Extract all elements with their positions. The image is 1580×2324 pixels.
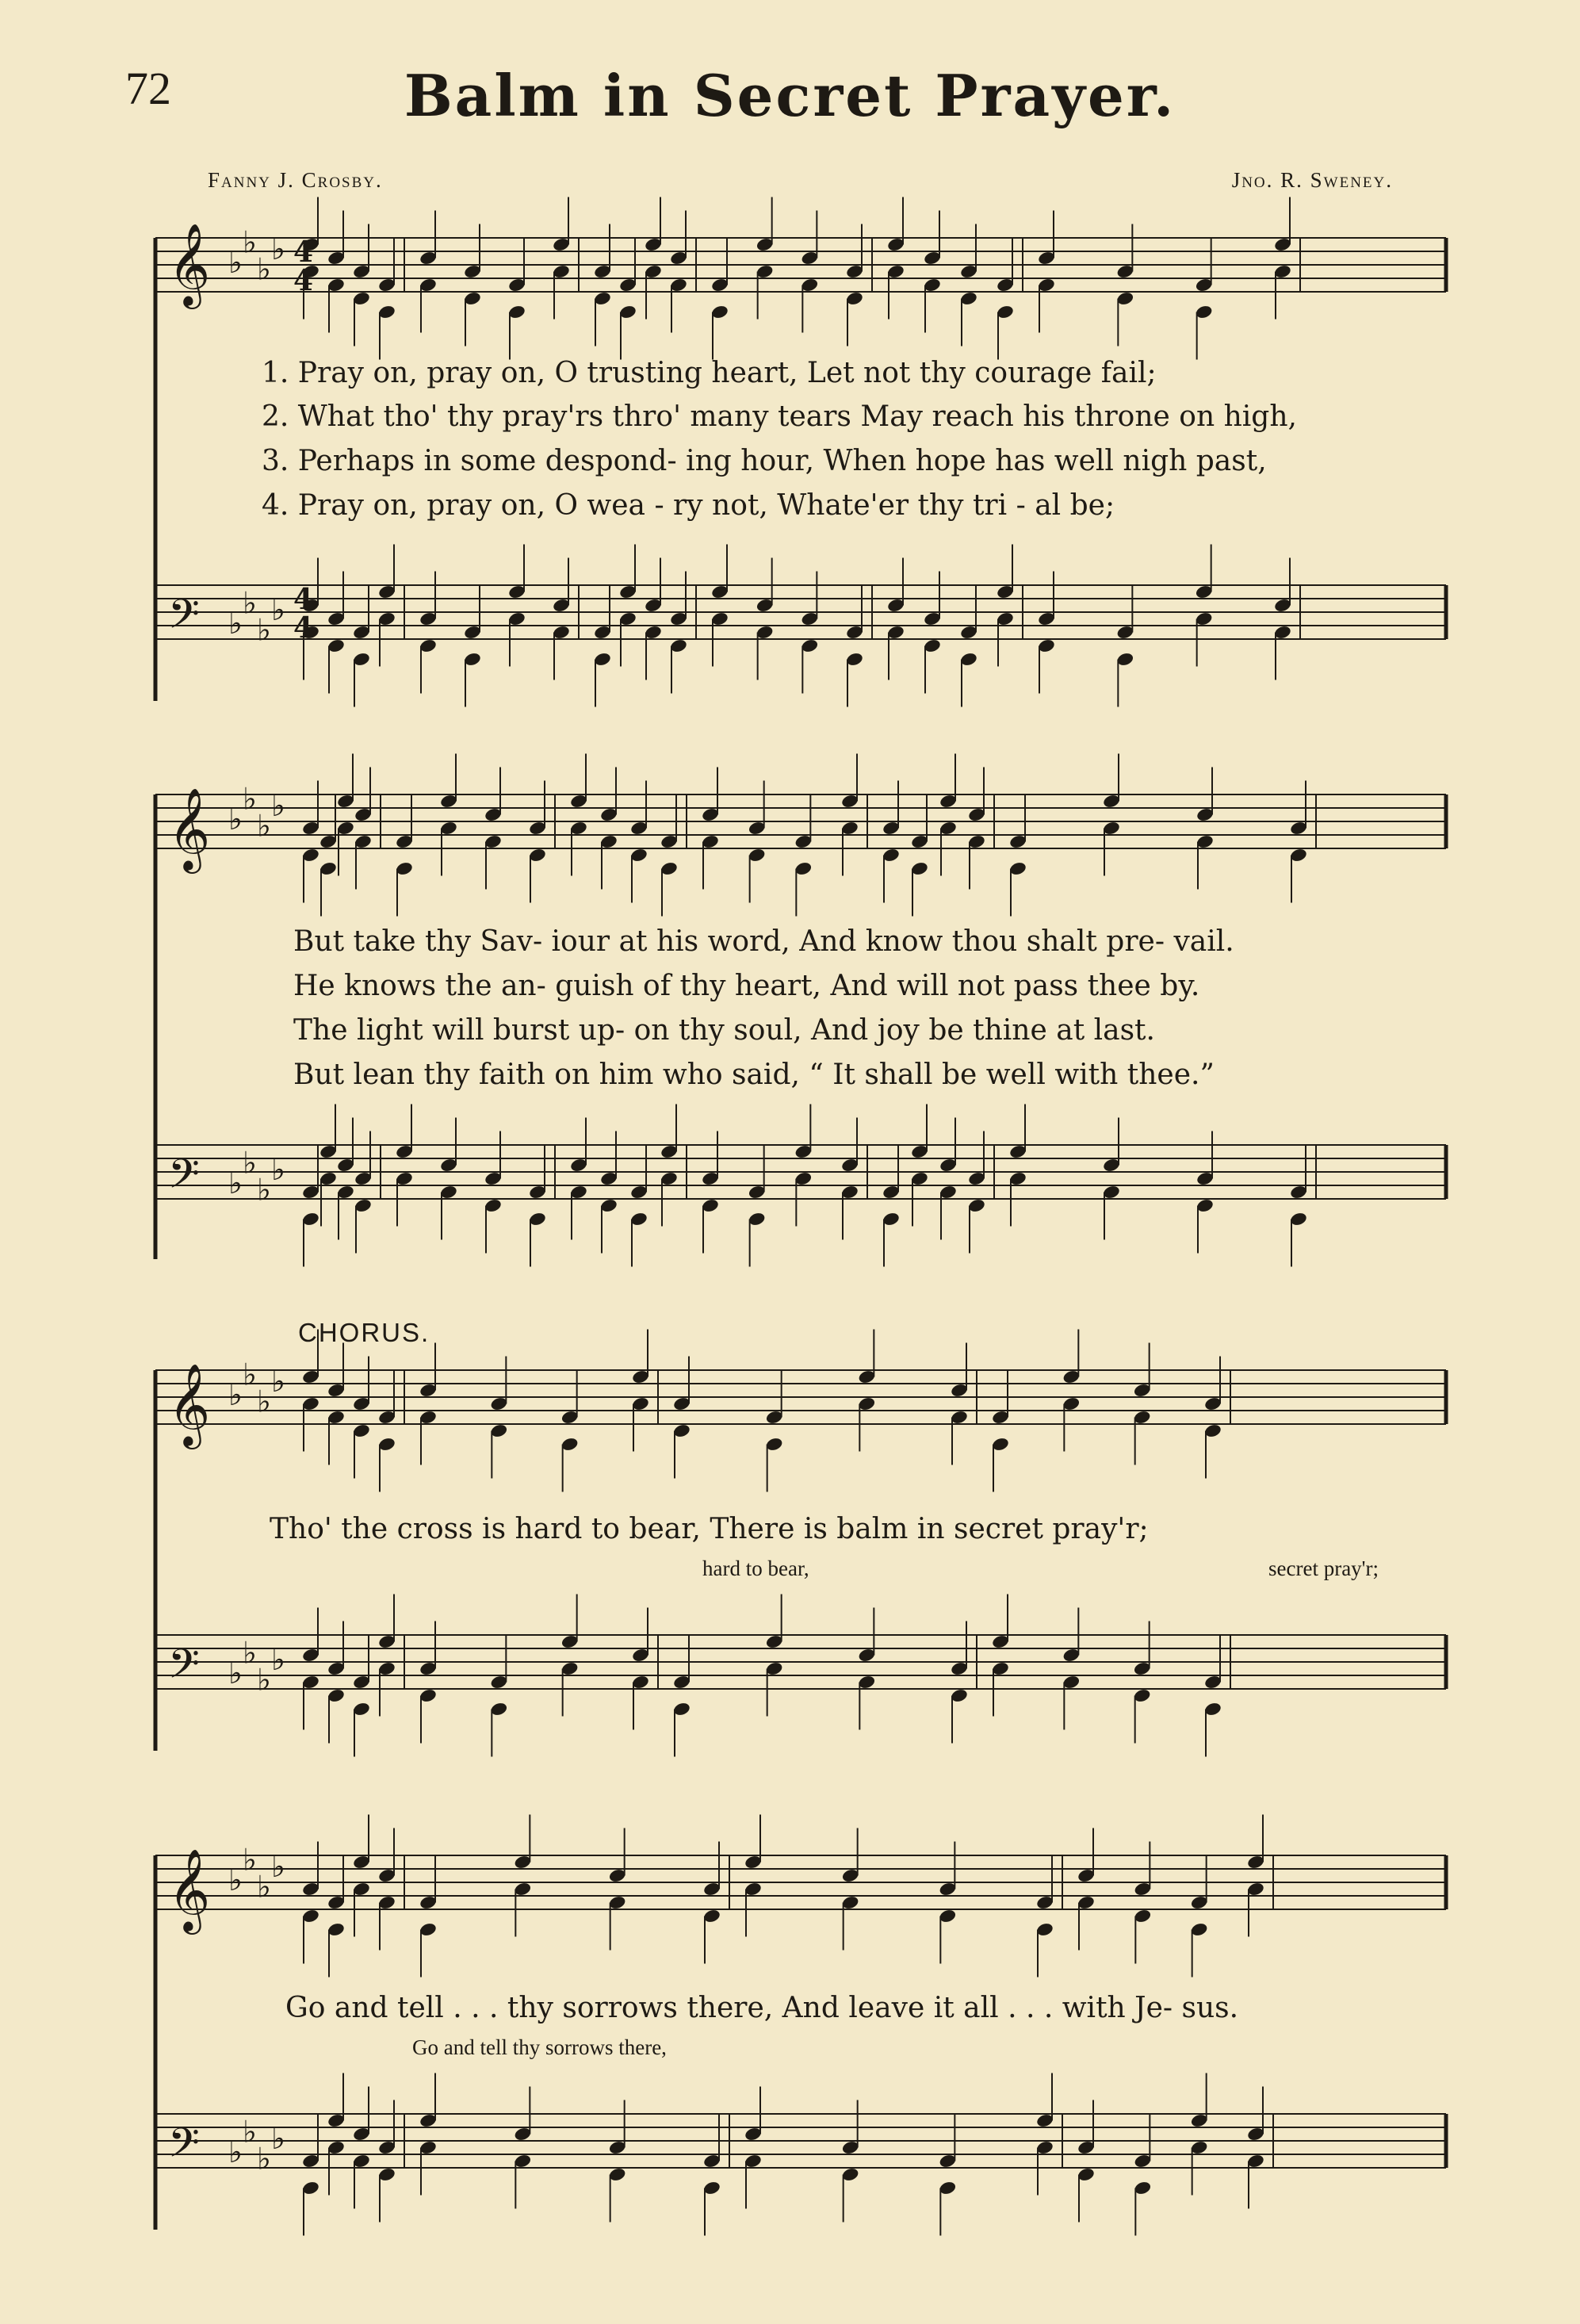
flat-icon: ♭ [228, 1166, 243, 1200]
chorus-echo: hard to bear, [702, 1556, 809, 1580]
chorus-echo: secret pray'r; [1268, 1556, 1379, 1580]
verse-line: He knows the an- guish of thy heart, And will not pass thee by. [293, 970, 1200, 1002]
flat-icon: ♭ [257, 1172, 271, 1208]
verse-line: 4. Pray on, pray on, O wea - ry not, Whate'er thy tri - al be; [262, 489, 1115, 522]
bass-clef-icon: 𝄢 [168, 1150, 200, 1208]
flat-icon: ♭ [228, 1377, 243, 1412]
verse-line: But take thy Sav- iour at his word, And know thou shalt pre- vail. [293, 925, 1234, 958]
bass-clef-icon: 𝄢 [168, 2119, 200, 2177]
time-signature: 4 [293, 583, 314, 616]
flat-icon: ♭ [243, 1357, 257, 1392]
flat-icon: ♭ [257, 1662, 271, 1698]
flat-icon: ♭ [243, 1635, 257, 1671]
flat-icon: ♭ [257, 251, 271, 287]
flat-icon: ♭ [257, 1384, 271, 1419]
flat-icon: ♭ [243, 1842, 257, 1878]
chorus-echo: Go and tell thy sorrows there, [412, 2035, 667, 2059]
time-signature: 4 [293, 235, 314, 269]
treble-clef-icon: 𝄞 [168, 1363, 211, 1446]
flat-icon: ♭ [243, 585, 257, 621]
flat-icon: ♭ [228, 2134, 243, 2169]
flat-icon: ♭ [271, 788, 285, 823]
hymn-title: Balm in Secret Prayer. [404, 62, 1176, 129]
verse-line: 3. Perhaps in some despond- ing hour, When hope has well nigh past, [262, 445, 1267, 477]
flat-icon: ♭ [271, 1642, 285, 1677]
lyricist-credit: Fanny J. Crosby. [208, 168, 383, 192]
chorus-line: Tho' the cross is hard to bear, There is balm in secret pray'r; [270, 1513, 1149, 1545]
flat-icon: ♭ [228, 1863, 243, 1897]
page-number: 72 [125, 63, 171, 114]
flat-icon: ♭ [271, 592, 285, 627]
verse-line: The light will burst up- on thy soul, And joy be thine at last. [293, 1014, 1155, 1047]
time-signature: 4 [293, 264, 314, 297]
chorus-line: Go and tell . . . thy sorrows there, And leave it all . . . with Je- sus. [285, 1992, 1239, 2024]
flat-icon: ♭ [228, 245, 243, 280]
flat-icon: ♭ [243, 781, 257, 817]
chorus-label: CHORUS. [298, 1318, 430, 1347]
flat-icon: ♭ [257, 1869, 271, 1905]
verse-line: 1. Pray on, pray on, O trusting heart, Let not thy courage fail; [262, 357, 1157, 389]
flat-icon: ♭ [271, 1849, 285, 1884]
treble-clef-icon: 𝄞 [168, 1848, 211, 1932]
flat-icon: ♭ [228, 606, 243, 641]
flat-icon: ♭ [271, 1364, 285, 1399]
treble-clef-icon: 𝄞 [168, 787, 211, 871]
flat-icon: ♭ [271, 1152, 285, 1187]
verse-line: But lean thy faith on him who said, “ It shall be well with thee.” [293, 1059, 1215, 1091]
bass-clef-icon: 𝄢 [168, 1640, 200, 1698]
flat-icon: ♭ [228, 802, 243, 837]
composer-credit: Jno. R. Sweney. [1231, 168, 1393, 192]
flat-icon: ♭ [271, 232, 285, 266]
treble-clef-icon: 𝄞 [168, 223, 211, 306]
flat-icon: ♭ [228, 1656, 243, 1690]
flat-icon: ♭ [243, 1145, 257, 1181]
flat-icon: ♭ [257, 612, 271, 648]
flat-icon: ♭ [243, 224, 257, 260]
flat-icon: ♭ [243, 2114, 257, 2150]
bass-clef-icon: 𝄢 [168, 590, 200, 648]
flat-icon: ♭ [257, 2141, 271, 2177]
time-signature: 4 [293, 611, 314, 645]
flat-icon: ♭ [271, 2121, 285, 2156]
flat-icon: ♭ [257, 808, 271, 844]
verse-line: 2. What tho' thy pray'rs thro' many tears May reach his throne on high, [262, 400, 1297, 433]
